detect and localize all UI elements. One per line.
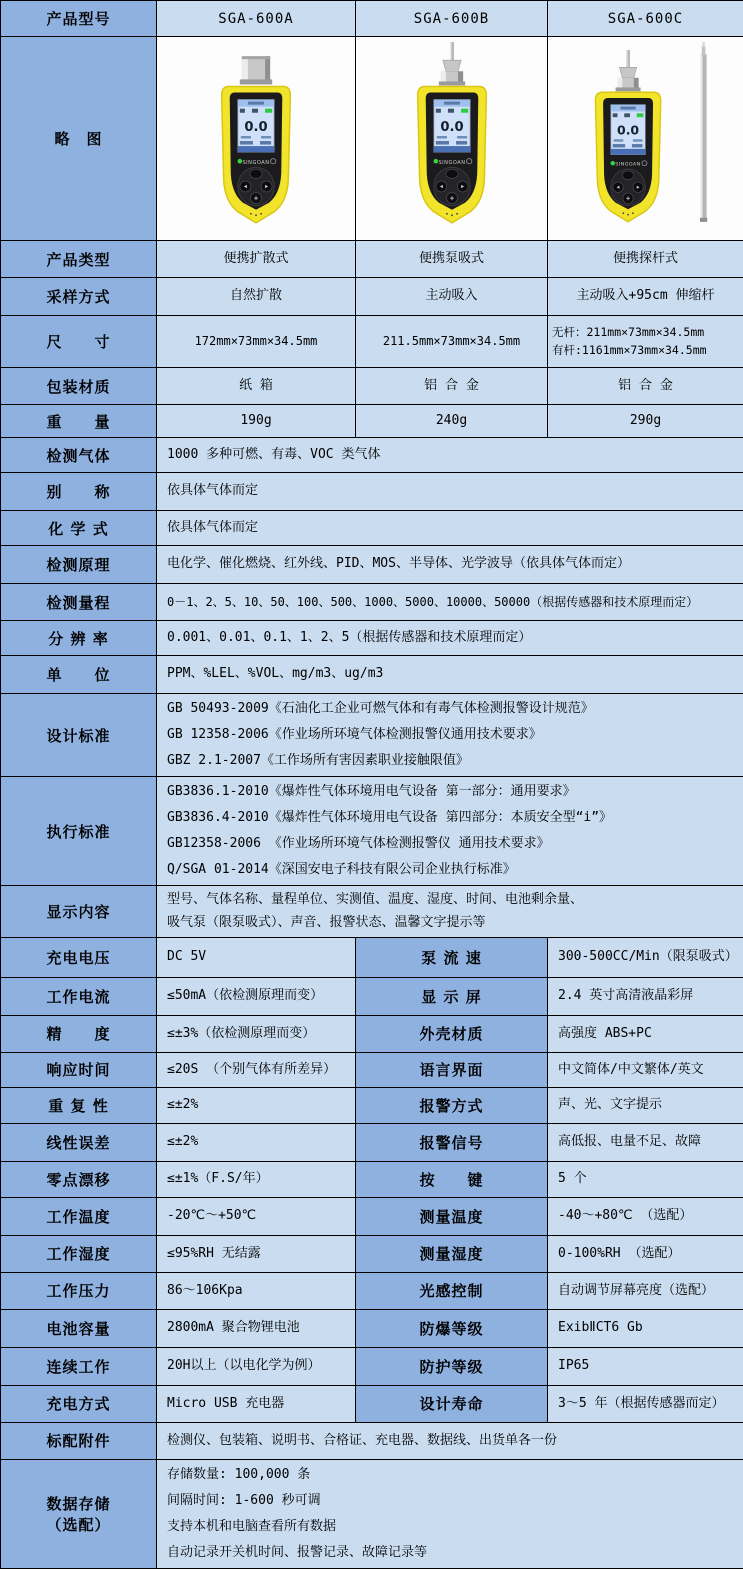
cell-value-left: -20℃～+50℃	[157, 1197, 356, 1235]
keypad	[238, 167, 274, 205]
cell-value-left: ≤20S （个别气体有所差异）	[157, 1052, 356, 1087]
standard-line: Q/SGA 01-2014《深国安电子科技有限公司企业执行标准》	[167, 857, 733, 883]
storage-line: 存储数量: 100,000 条	[167, 1462, 733, 1488]
cell-value-right: 高强度 ABS+PC	[548, 1015, 743, 1052]
table-row	[1, 1459, 743, 1568]
device-image-sga600c	[548, 37, 743, 241]
brand-logo: SINGOAN	[242, 159, 269, 165]
table-row	[1, 1272, 743, 1309]
row-label-right: 防护等级	[356, 1347, 548, 1385]
dimension-line: 无杆：211mm×73mm×34.5mm	[552, 324, 739, 342]
row-label-left: 线性误差	[1, 1123, 157, 1161]
brand-logo: SINGOAN	[615, 161, 641, 167]
cell-value	[157, 1459, 743, 1568]
cell-c: 便携探杆式	[548, 241, 743, 278]
cell-value-left: 2800mA 聚合物锂电池	[157, 1309, 356, 1347]
table-row	[1, 621, 743, 656]
table-row	[1, 1087, 743, 1123]
cell-value	[157, 694, 743, 777]
row-label-left: 电池容量	[1, 1309, 157, 1347]
standard-line: GB 12358-2006《作业场所环境气体检测报警仪通用技术要求》	[167, 722, 733, 748]
gas-detector-illustration-c	[570, 40, 722, 238]
row-label-model: 产品型号	[1, 1, 157, 37]
table-row	[1, 584, 743, 621]
storage-line: 间隔时间: 1-600 秒可调	[167, 1488, 733, 1514]
cell-value-left: ≤±2%	[157, 1087, 356, 1123]
table-row	[1, 316, 743, 368]
row-label-right: 语言界面	[356, 1052, 548, 1087]
row-label-sketch: 略 图	[1, 37, 157, 241]
svg-text:0.0: 0.0	[617, 122, 639, 137]
row-label: 采样方式	[1, 278, 157, 316]
row-label-right: 防爆等级	[356, 1309, 548, 1347]
row-label-left: 精 度	[1, 1015, 157, 1052]
table-row	[1, 1422, 743, 1459]
cell-value-right: 中文简体/中文繁体/英文	[548, 1052, 743, 1087]
row-label-left: 零点漂移	[1, 1161, 157, 1197]
row-label: 检测气体	[1, 438, 157, 473]
row-label-line: （选配）	[3, 1514, 154, 1535]
cell-value-left: 20H以上（以电化学为例）	[157, 1347, 356, 1385]
device-image-sga600a	[157, 37, 356, 241]
table-row	[1, 473, 743, 511]
row-label-right: 报警信号	[356, 1123, 548, 1161]
row-label-left: 充电电压	[1, 937, 157, 977]
row-label-right: 报警方式	[356, 1087, 548, 1123]
row-label: 化 学 式	[1, 511, 157, 546]
lcd-screen	[238, 99, 274, 152]
table-row	[1, 1123, 743, 1161]
table-row	[1, 241, 743, 278]
cell-value-left: ≤50mA（依检测原理而变）	[157, 977, 356, 1015]
row-label: 标配附件	[1, 1422, 157, 1459]
row-label-line: 数据存储	[3, 1493, 154, 1514]
standard-line: GBZ 2.1-2007《工作场所有害因素职业接触限值》	[167, 748, 733, 774]
pump-probe	[615, 50, 640, 91]
row-label-left: 充电方式	[1, 1385, 157, 1422]
table-row	[1, 977, 743, 1015]
cell-value-right: 5 个	[548, 1161, 743, 1197]
row-label-right: 显 示 屏	[356, 977, 548, 1015]
row-label-left: 重 复 性	[1, 1087, 157, 1123]
status-led	[238, 158, 243, 163]
row-label-left: 工作压力	[1, 1272, 157, 1309]
row-label: 检测量程	[1, 584, 157, 621]
table-row	[1, 546, 743, 584]
cell-a: 自然扩散	[157, 278, 356, 316]
cell-value-right: 声、光、文字提示	[548, 1087, 743, 1123]
row-label: 尺 寸	[1, 316, 157, 368]
table-row	[1, 886, 743, 938]
cell-value-right: 自动调节屏幕亮度（选配）	[548, 1272, 743, 1309]
table-row	[1, 1309, 743, 1347]
row-label-right: 测量湿度	[356, 1235, 548, 1272]
row-label-right: 测量温度	[356, 1197, 548, 1235]
cell-a: 纸 箱	[157, 368, 356, 405]
row-label-data-storage	[1, 1459, 157, 1568]
cell-value: 0－1、2、5、10、50、100、500、1000、5000、10000、50000（根据传感器和技术原理而定）	[157, 584, 743, 621]
table-row	[1, 1015, 743, 1052]
lcd-screen	[433, 99, 469, 152]
row-label: 设计标准	[1, 694, 157, 777]
cell-value-left: ≤±2%	[157, 1123, 356, 1161]
cell-value-left: DC 5V	[157, 937, 356, 977]
table-row-model	[1, 1, 743, 37]
keypad	[433, 167, 469, 205]
cell-c: 铝 合 金	[548, 368, 743, 405]
display-content-line: 吸气泵（限泵吸式）、声音、报警状态、温馨文字提示等	[167, 911, 733, 934]
cell-value: 依具体气体而定	[157, 473, 743, 511]
row-label-left: 响应时间	[1, 1052, 157, 1087]
cell-value: PPM、%LEL、%VOL、mg/m3、ug/m3	[157, 656, 743, 694]
standard-line: GB3836.4-2010《爆炸性气体环境用电气设备 第四部分：本质安全型“i”》	[167, 805, 733, 831]
svg-text:0.0: 0.0	[440, 119, 463, 134]
row-label-left: 工作电流	[1, 977, 157, 1015]
cell-value-right: IP65	[548, 1347, 743, 1385]
table-row	[1, 1161, 743, 1197]
pump-probe	[438, 42, 464, 85]
table-row	[1, 694, 743, 777]
row-label: 别 称	[1, 473, 157, 511]
cell-value: 依具体气体而定	[157, 511, 743, 546]
cell-b: 211.5mm×73mm×34.5mm	[356, 316, 548, 368]
table-row	[1, 1052, 743, 1087]
row-label: 重 量	[1, 405, 157, 438]
row-label: 包装材质	[1, 368, 157, 405]
row-label-left: 工作湿度	[1, 1235, 157, 1272]
cell-a: 190g	[157, 405, 356, 438]
row-label: 分 辨 率	[1, 621, 157, 656]
standard-line: GB12358-2006 《作业场所环境气体检测报警仪 通用技术要求》	[167, 831, 733, 857]
cell-value-left: ≤±1%（F.S/年）	[157, 1161, 356, 1197]
model-name-sga600a: SGA-600A	[157, 1, 356, 37]
table-row	[1, 1347, 743, 1385]
brand-logo: SINGOAN	[438, 159, 465, 165]
lcd-screen	[610, 104, 645, 154]
cell-b: 主动吸入	[356, 278, 548, 316]
cell-value-left: 86～106Kpa	[157, 1272, 356, 1309]
cell-value-right: 高低报、电量不足、故障	[548, 1123, 743, 1161]
cell-a: 便携扩散式	[157, 241, 356, 278]
table-row-sketch	[1, 37, 743, 241]
table-row	[1, 511, 743, 546]
table-row	[1, 1197, 743, 1235]
cell-b: 便携泵吸式	[356, 241, 548, 278]
display-content-line: 型号、气体名称、量程单位、实测值、温度、湿度、时间、电池剩余量、	[167, 888, 733, 911]
row-label: 显示内容	[1, 886, 157, 938]
device-image-sga600b	[356, 37, 548, 241]
storage-line: 支持本机和电脑查看所有数据	[167, 1514, 733, 1540]
cell-value	[157, 886, 743, 938]
row-label-right: 泵 流 速	[356, 937, 548, 977]
table-row	[1, 937, 743, 977]
cell-b: 240g	[356, 405, 548, 438]
table-row	[1, 368, 743, 405]
dimension-line: 有杆:1161mm×73mm×34.5mm	[552, 342, 739, 360]
table-row	[1, 405, 743, 438]
row-label-right: 按 键	[356, 1161, 548, 1197]
cell-c: 290g	[548, 405, 743, 438]
cell-value-right: 3～5 年（根据传感器而定）	[548, 1385, 743, 1422]
cell-value-right: 2.4 英寸高清液晶彩屏	[548, 977, 743, 1015]
table-row	[1, 1385, 743, 1422]
cell-c: 主动吸入+95cm 伸缩杆	[548, 278, 743, 316]
row-label-right: 外壳材质	[356, 1015, 548, 1052]
cell-value: 检测仪、包装箱、说明书、合格证、充电器、数据线、出货单各一份	[157, 1422, 743, 1459]
table-row	[1, 777, 743, 886]
cell-value: 0.001、0.01、0.1、1、2、5（根据传感器和技术原理而定）	[157, 621, 743, 656]
standard-line: GB 50493-2009《石油化工企业可燃气体和有毒气体检测报警设计规范》	[167, 696, 733, 722]
gas-detector-illustration-a	[180, 40, 332, 238]
table-row	[1, 1235, 743, 1272]
row-label: 产品类型	[1, 241, 157, 278]
cell-b: 铝 合 金	[356, 368, 548, 405]
sensor-cap	[240, 56, 272, 84]
table-row	[1, 656, 743, 694]
storage-line: 自动记录开关机时间、报警记录、故障记录等	[167, 1540, 733, 1566]
cell-value-left: ≤±3%（依检测原理而变）	[157, 1015, 356, 1052]
table-row	[1, 278, 743, 316]
row-label: 单 位	[1, 656, 157, 694]
svg-text:0.0: 0.0	[244, 119, 267, 134]
cell-value-right: 300-500CC/Min（限泵吸式）	[548, 937, 743, 977]
cell-value-right: ExibⅡCT6 Gb	[548, 1309, 743, 1347]
cell-value-left: ≤95%RH 无结露	[157, 1235, 356, 1272]
cell-value	[157, 777, 743, 886]
telescopic-rod	[699, 42, 706, 222]
standard-line: GB3836.1-2010《爆炸性气体环境用电气设备 第一部分：通用要求》	[167, 779, 733, 805]
gas-detector-illustration-b	[376, 40, 528, 238]
model-name-sga600b: SGA-600B	[356, 1, 548, 37]
cell-value-right: 0-100%RH （选配）	[548, 1235, 743, 1272]
cell-value: 1000 多种可燃、有毒、VOC 类气体	[157, 438, 743, 473]
row-label-left: 连续工作	[1, 1347, 157, 1385]
status-led	[610, 161, 614, 165]
status-led	[433, 158, 438, 163]
row-label-right: 光感控制	[356, 1272, 548, 1309]
row-label-left: 工作温度	[1, 1197, 157, 1235]
cell-value-right: -40～+80℃ （选配）	[548, 1197, 743, 1235]
keypad	[610, 169, 645, 205]
cell-value: 电化学、催化燃烧、红外线、PID、MOS、半导体、光学波导（依具体气体而定）	[157, 546, 743, 584]
cell-c	[548, 316, 743, 368]
table-row	[1, 438, 743, 473]
cell-a: 172mm×73mm×34.5mm	[157, 316, 356, 368]
row-label-right: 设计寿命	[356, 1385, 548, 1422]
cell-value-left: Micro USB 充电器	[157, 1385, 356, 1422]
row-label: 执行标准	[1, 777, 157, 886]
model-name-sga600c: SGA-600C	[548, 1, 743, 37]
row-label: 检测原理	[1, 546, 157, 584]
